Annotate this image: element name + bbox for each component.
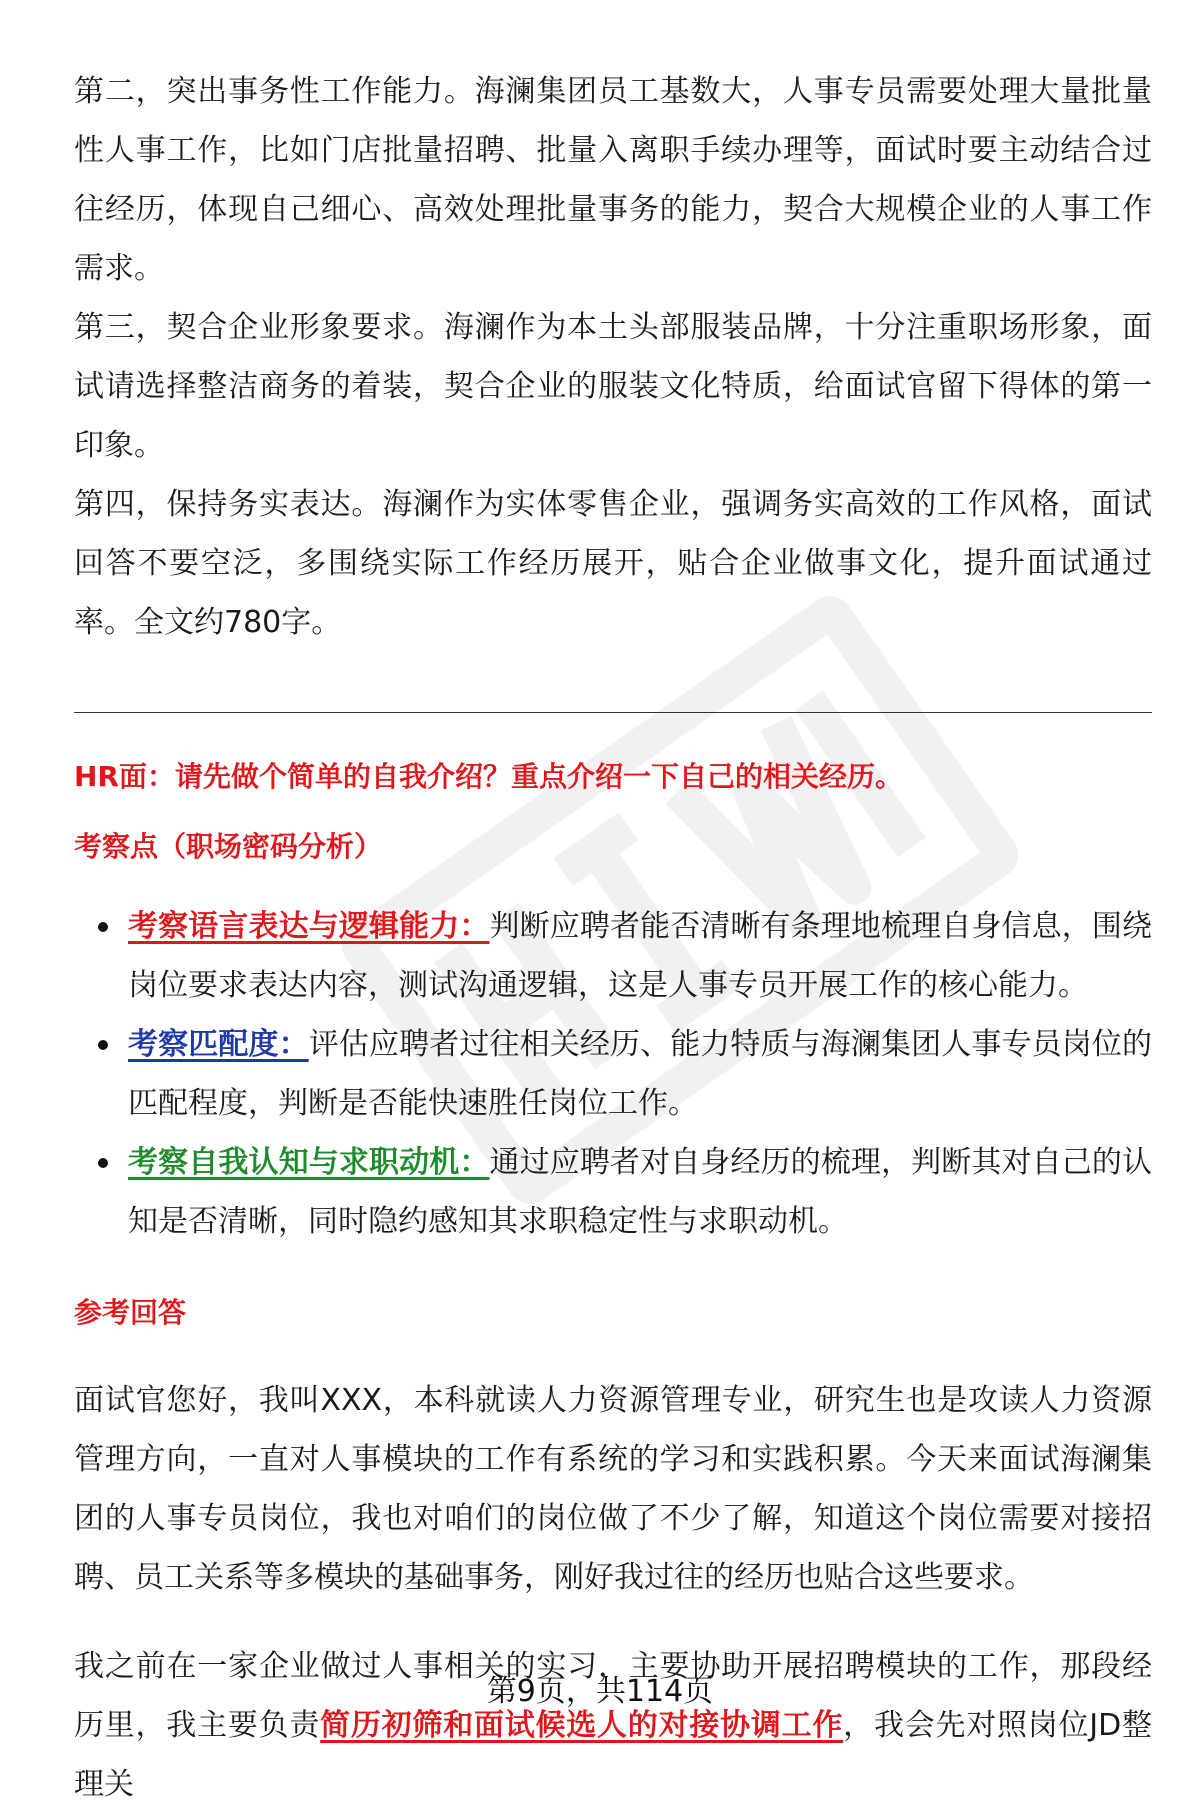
analysis-keyword: 考察匹配度：: [128, 1027, 309, 1062]
paragraph-point-four: 第四，保持务实表达。海澜作为实体零售企业，强调务实高效的工作风格，面试回答不要空泛，多围绕实际工作经历展开，贴合企业做事文化，提升面试通过率。全文约780字。: [74, 487, 1152, 640]
bullet-dot-icon: [98, 922, 108, 932]
analysis-item: [74, 897, 1152, 1015]
reference-paragraph-2: [74, 1637, 1152, 1814]
reference-text-after: ，我会先对照岗位JD整理关: [74, 1708, 1153, 1802]
paragraph-point-three: 第三，契合企业形象要求。海澜作为本土头部服装品牌，十分注重职场形象，面试请选择整洁商务的着装，契合企业的服装文化特质，给面试官留下得体的第一印象。: [74, 310, 1152, 463]
bullet-dot-icon: [98, 1158, 108, 1168]
analysis-text: 判断应聘者能否清晰有条理地梳理自身信息，围绕岗位要求表达内容，测试沟通逻辑，这是人事专员开展工作的核心能力。: [128, 909, 1153, 1003]
reference-text-before: 我之前在一家企业做过人事相关的实习，主要协助开展招聘模块的工作，那段经历里，我主要负责: [74, 1649, 1152, 1743]
main-content: [74, 62, 1152, 1814]
paragraph-point-two: 第二，突出事务性工作能力。海澜集团员工基数大，人事专员需要处理大量批量性人事工作，比如门店批量招聘、批量入离职手续办理等，面试时要主动结合过往经历，体现自己细心、高效处理批量事务的能力，契合大规模企业的人事工作需求。: [74, 74, 1152, 286]
question-title: HR面：请先做个简单的自我介绍？重点介绍一下自己的相关经历。: [74, 760, 903, 793]
analysis-keyword: 考察自我认知与求职动机：: [128, 1145, 490, 1180]
analysis-item: [74, 1133, 1152, 1251]
analysis-title: 考察点（职场密码分析）: [74, 830, 383, 863]
page-number: 第9页，共114页: [486, 1674, 714, 1709]
analysis-list: [74, 897, 1152, 1251]
section-divider: [74, 712, 1152, 713]
analysis-text: 评估应聘者过往相关经历、能力特质与海澜集团人事专员岗位的匹配程度，判断是否能快速胜任岗位工作。: [128, 1027, 1153, 1121]
reference-paragraph-1: 面试官您好，我叫XXX，本科就读人力资源管理专业，研究生也是攻读人力资源管理方向，一直对人事模块的工作有系统的学习和实践积累。今天来面试海澜集团的人事专员岗位，我也对咱们的岗位做了不少了解，知道这个岗位需要对接招聘、员工关系等多模块的基础事务，刚好我过往的经历也贴合这些要求。: [74, 1383, 1152, 1595]
reference-title: 参考回答: [74, 1296, 187, 1329]
reference-highlight: 简历初筛和面试候选人的对接协调工作: [320, 1708, 844, 1743]
analysis-item: [74, 1015, 1152, 1133]
analysis-text: 通过应聘者对自身经历的梳理，判断其对自己的认知是否清晰，同时隐约感知其求职稳定性与求职动机。: [128, 1145, 1153, 1239]
bullet-dot-icon: [98, 1040, 108, 1050]
analysis-keyword: 考察语言表达与逻辑能力：: [128, 909, 490, 944]
